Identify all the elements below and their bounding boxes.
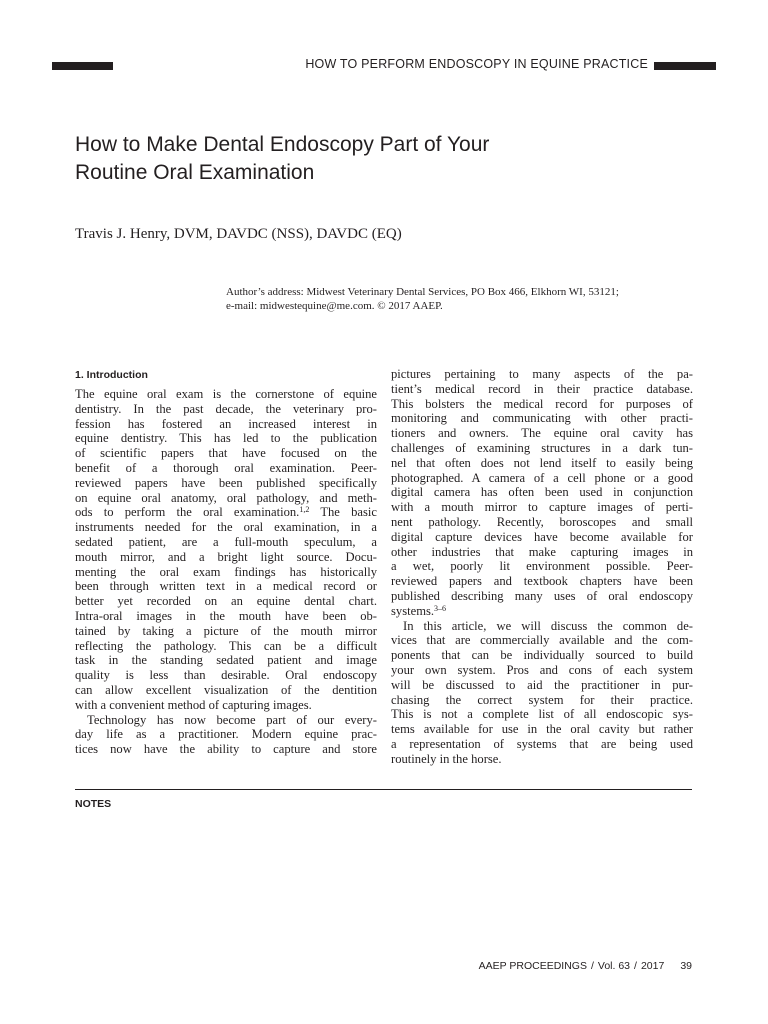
text-line: instruments needed for the oral examination, in a	[75, 520, 377, 535]
text-fragment: systems.	[391, 603, 435, 618]
text-line: fession has fostered an increased interest in	[75, 416, 377, 431]
text-line: been through written text in a medical record or	[75, 579, 377, 594]
journal-year: 2017	[640, 960, 665, 972]
text-line: nel that often does not lend itself to easily being	[391, 455, 693, 470]
text-column-right	[391, 367, 693, 767]
text-line: Technology has now become part of our every-	[87, 712, 377, 727]
text-line: benefit of a thorough oral examination. Peer-	[75, 460, 377, 475]
text-line: chasing the correct system for their practice.	[391, 692, 693, 707]
text-line: published describing many uses of oral endoscopy	[391, 588, 693, 603]
text-line: quality is less than desirable. Oral endoscopy	[75, 668, 377, 683]
text-line: reflecting the pathology. This can be a difficult	[75, 638, 377, 653]
notes-divider	[75, 789, 692, 790]
address-line: Author’s address: Midwest Veterinary Dental Services, PO Box 466, Elkhorn WI, 53121;	[226, 286, 619, 298]
text-line: a representation of systems that are being used	[391, 736, 693, 751]
journal-volume: Vol. 63	[597, 960, 631, 972]
title-line: How to Make Dental Endoscopy Part of Your	[75, 133, 490, 156]
text-line: In this article, we will discuss the common de-	[403, 618, 693, 633]
address-line: e-mail: midwestequine@me.com. © 2017 AAEP.	[226, 300, 443, 312]
text-line: day life as a practitioner. Modern equine prac-	[75, 727, 377, 742]
text-line: equine dentistry. This has led to the publication	[75, 431, 377, 446]
text-line: other industries that make capturing images in	[391, 544, 693, 559]
text-line: routinely in the horse.	[391, 751, 502, 766]
page-number: 39	[680, 960, 692, 972]
author-byline: Travis J. Henry, DVM, DAVDC (NSS), DAVDC (EQ)	[75, 226, 402, 242]
text-line: digital capture devices have become available for	[391, 529, 693, 544]
footer-separator: /	[634, 960, 637, 972]
text-line: challenges of examining structures in a dark tun-	[391, 440, 693, 455]
journal-name: AAEP PROCEEDINGS	[478, 960, 587, 972]
footer-separator: /	[590, 960, 594, 972]
text-line: The equine oral exam is the cornerstone of equine	[75, 387, 377, 401]
text-line: can allow excellent visualization of the dentition	[75, 682, 377, 697]
header-rule-left	[52, 62, 113, 70]
text-column-left	[75, 367, 377, 757]
section-heading: 1. Introduction	[75, 369, 148, 381]
text-line: photographed. A camera of a cell phone or a good	[391, 470, 693, 485]
citation-superscript: 3–6	[434, 603, 447, 613]
text-line: sedated patient, are a full-mouth speculum, a	[75, 534, 377, 549]
text-line-with-citation	[391, 604, 693, 619]
author-address	[226, 285, 696, 313]
notes-label: NOTES	[75, 798, 112, 810]
text-line: tient’s medical record in their practice database.	[391, 381, 693, 396]
text-fragment: The basic	[309, 505, 377, 520]
citation-superscript: 1,2	[299, 505, 310, 515]
text-line: Intra-oral images in the mouth have been ob-	[75, 608, 377, 623]
text-line: This bolsters the medical record for purposes of	[391, 396, 693, 411]
text-line: monitoring and communicating with other practi-	[391, 411, 693, 426]
article-title	[75, 131, 695, 187]
text-line: your own system. Pros and cons of each system	[391, 662, 693, 677]
text-line: better yet recorded on an equine dental chart.	[75, 594, 377, 609]
text-line: dentistry. In the past decade, the veterinary pro-	[75, 401, 377, 416]
text-line: of scientific papers that have focused on the	[75, 446, 377, 461]
header-rule-right	[654, 62, 716, 70]
text-line: with a convenient method of capturing images.	[75, 697, 312, 712]
running-head: HOW TO PERFORM ENDOSCOPY IN EQUINE PRACTICE	[305, 57, 648, 71]
text-fragment: ods to perform the oral examination.	[75, 505, 300, 520]
text-line: nent pathology. Recently, boroscopes and small	[391, 514, 693, 529]
text-line: pictures pertaining to many aspects of the pa-	[391, 367, 693, 381]
text-line: vices that are commercially available and the com-	[391, 633, 693, 648]
text-line: a wet, poorly lit environment possible. Peer-	[391, 559, 693, 574]
text-line: tices now have the ability to capture and store	[75, 742, 377, 757]
text-line: This is not a complete list of all endoscopic sys-	[391, 707, 693, 722]
text-line: task in the standing sedated patient and image	[75, 653, 377, 668]
text-line: tained by taking a picture of the mouth mirror	[75, 623, 377, 638]
text-line: mouth mirror, and a bright light source. Docu-	[75, 549, 377, 564]
text-line: tems available for use in the oral cavity but rather	[391, 722, 693, 737]
text-line: on equine oral anatomy, oral pathology, and meth-	[75, 490, 377, 505]
text-line: reviewed papers have been published specifically	[75, 475, 377, 490]
page-footer	[479, 960, 692, 972]
text-line: menting the oral exam findings has historically	[75, 564, 377, 579]
text-line: ponents that can be individually sourced to build	[391, 648, 693, 663]
text-line: digital camera has often been used in conjunction	[391, 485, 693, 500]
text-line: tioners and owners. The equine oral cavity has	[391, 426, 693, 441]
text-line-with-citation	[75, 505, 377, 520]
text-line: reviewed papers and textbook chapters have been	[391, 574, 693, 589]
text-line: with a mouth mirror to capture images of perti-	[391, 500, 693, 515]
title-line: Routine Oral Examination	[75, 161, 315, 184]
text-line: will be discussed to aid the practitioner in pur-	[391, 677, 693, 692]
